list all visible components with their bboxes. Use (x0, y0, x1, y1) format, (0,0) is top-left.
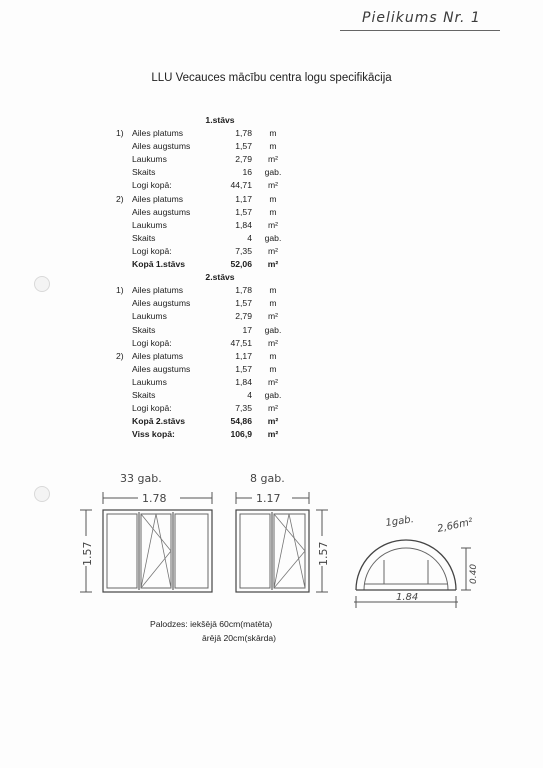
table-row (112, 193, 312, 206)
row-label: Ailes platums (132, 285, 184, 296)
row-value: 1,57 (235, 141, 252, 152)
row-label: Skaits (132, 167, 156, 178)
table-row (112, 324, 312, 337)
row-label: Laukums (132, 311, 167, 322)
row-number: 1) (116, 128, 124, 139)
table-row (112, 219, 312, 232)
row-value: 1,17 (235, 193, 252, 204)
row-label: Logi kopā: (132, 245, 172, 256)
row-value: 1,78 (235, 285, 252, 296)
table-row (112, 337, 312, 350)
row-label: Skaits (132, 232, 156, 243)
row-unit: m (269, 285, 277, 296)
row-unit: m (269, 298, 277, 309)
row-value: 2,79 (235, 311, 252, 322)
row-unit: m² (267, 429, 279, 440)
row-value: 52,06 (230, 259, 252, 270)
row-value: 7,35 (235, 245, 252, 256)
row-unit: gab. (264, 232, 282, 243)
floor-heading (112, 271, 312, 284)
table-row (112, 350, 312, 363)
row-value: 1,84 (235, 376, 252, 387)
arch-window-drawing (354, 514, 479, 608)
row-label: Logi kopā: (132, 403, 172, 414)
table-row (112, 245, 312, 258)
sill-note-inner: Palodzes: iekšējā 60cm(matēta) (150, 619, 273, 629)
row-label: Kopā 1.stāvs (132, 259, 186, 270)
floor-heading-text: 1.stāvs (205, 115, 235, 125)
row-label: Laukums (132, 376, 167, 387)
row-unit: gab. (264, 389, 282, 400)
row-unit: m (269, 128, 277, 139)
window-b-width: 1.17 (256, 492, 281, 505)
row-label: Ailes platums (132, 350, 184, 361)
specification-table (112, 114, 312, 441)
row-unit: m² (267, 311, 279, 322)
row-value: 1,57 (235, 298, 252, 309)
punch-hole (34, 276, 50, 292)
arch-count: 1gab. (384, 514, 415, 529)
table-row (112, 402, 312, 415)
row-value: 54,86 (230, 416, 252, 427)
row-label: Ailes platums (132, 193, 184, 204)
table-row (112, 376, 312, 389)
row-value: 4 (247, 389, 252, 400)
row-label: Skaits (132, 389, 156, 400)
table-row (112, 415, 312, 428)
row-value: 7,35 (235, 403, 252, 414)
row-unit: m (269, 363, 277, 374)
table-row (112, 232, 312, 245)
row-unit: m² (267, 416, 279, 427)
window-a-drawing (79, 472, 212, 592)
window-drawings (0, 460, 543, 630)
floor-heading (112, 114, 312, 127)
row-unit: gab. (264, 167, 282, 178)
row-value: 1,17 (235, 350, 252, 361)
annex-underline (340, 30, 500, 31)
row-label: Ailes platums (132, 128, 184, 139)
row-label: Kopā 2.stāvs (132, 416, 186, 427)
row-unit: m² (267, 259, 279, 270)
row-number: 1) (116, 285, 124, 296)
row-value: 1,57 (235, 206, 252, 217)
row-label: Ailes augstums (132, 298, 191, 309)
row-label: Laukums (132, 154, 167, 165)
row-unit: m (269, 350, 277, 361)
row-value: 106,9 (230, 429, 252, 440)
row-value: 44,71 (230, 180, 252, 191)
annex-label: Pielikums Nr. 1 (362, 10, 481, 26)
row-unit: m² (267, 403, 279, 414)
table-row (112, 153, 312, 166)
table-row (112, 310, 312, 323)
row-label: Ailes augstums (132, 141, 191, 152)
row-value: 4 (247, 232, 252, 243)
table-row (112, 284, 312, 297)
row-label: Logi kopā: (132, 180, 172, 191)
row-value: 17 (242, 324, 252, 335)
window-b-drawing (236, 472, 330, 592)
table-row (112, 297, 312, 310)
document-title: LLU Vecauces mācību centra logu specifikācija (151, 72, 392, 84)
table-row (112, 258, 312, 271)
window-a-height: 1.57 (81, 541, 94, 566)
table-row (112, 166, 312, 179)
table-row (112, 127, 312, 140)
row-unit: m² (267, 376, 279, 387)
table-row (112, 206, 312, 219)
table-row (112, 363, 312, 376)
row-unit: m (269, 193, 277, 204)
row-value: 2,79 (235, 154, 252, 165)
row-unit: m² (267, 219, 279, 230)
table-row (112, 179, 312, 192)
arch-area: 2,66m² (436, 516, 474, 535)
row-label: Ailes augstums (132, 206, 191, 217)
window-b-height: 1.57 (317, 541, 330, 566)
row-number: 2) (116, 193, 124, 204)
row-value: 47,51 (230, 337, 252, 348)
row-unit: m² (267, 245, 279, 256)
window-a-width: 1.78 (142, 492, 167, 505)
row-value: 1,84 (235, 219, 252, 230)
table-row (112, 389, 312, 402)
floor-heading-text: 2.stāvs (205, 272, 235, 283)
row-label: Ailes augstums (132, 363, 191, 374)
row-value: 1,78 (235, 128, 252, 139)
row-value: 16 (242, 167, 252, 178)
arch-width: 1.84 (396, 592, 419, 603)
sill-note-outer: ārējā 20cm(skārda) (202, 633, 277, 643)
window-a-count: 33 gab. (120, 472, 162, 485)
row-number: 2) (116, 350, 124, 361)
row-label: Skaits (132, 324, 156, 335)
row-unit: gab. (264, 324, 282, 335)
row-unit: m² (267, 180, 279, 191)
row-unit: m (269, 141, 277, 152)
row-unit: m² (267, 337, 279, 348)
row-label: Viss kopā: (132, 429, 175, 440)
row-unit: m² (267, 154, 279, 165)
row-value: 1,57 (235, 363, 252, 374)
row-label: Laukums (132, 219, 167, 230)
row-label: Logi kopā: (132, 337, 172, 348)
arch-height: 0.40 (469, 563, 479, 584)
table-row (112, 140, 312, 153)
table-row (112, 428, 312, 441)
row-unit: m (269, 206, 277, 217)
window-b-count: 8 gab. (250, 472, 285, 485)
